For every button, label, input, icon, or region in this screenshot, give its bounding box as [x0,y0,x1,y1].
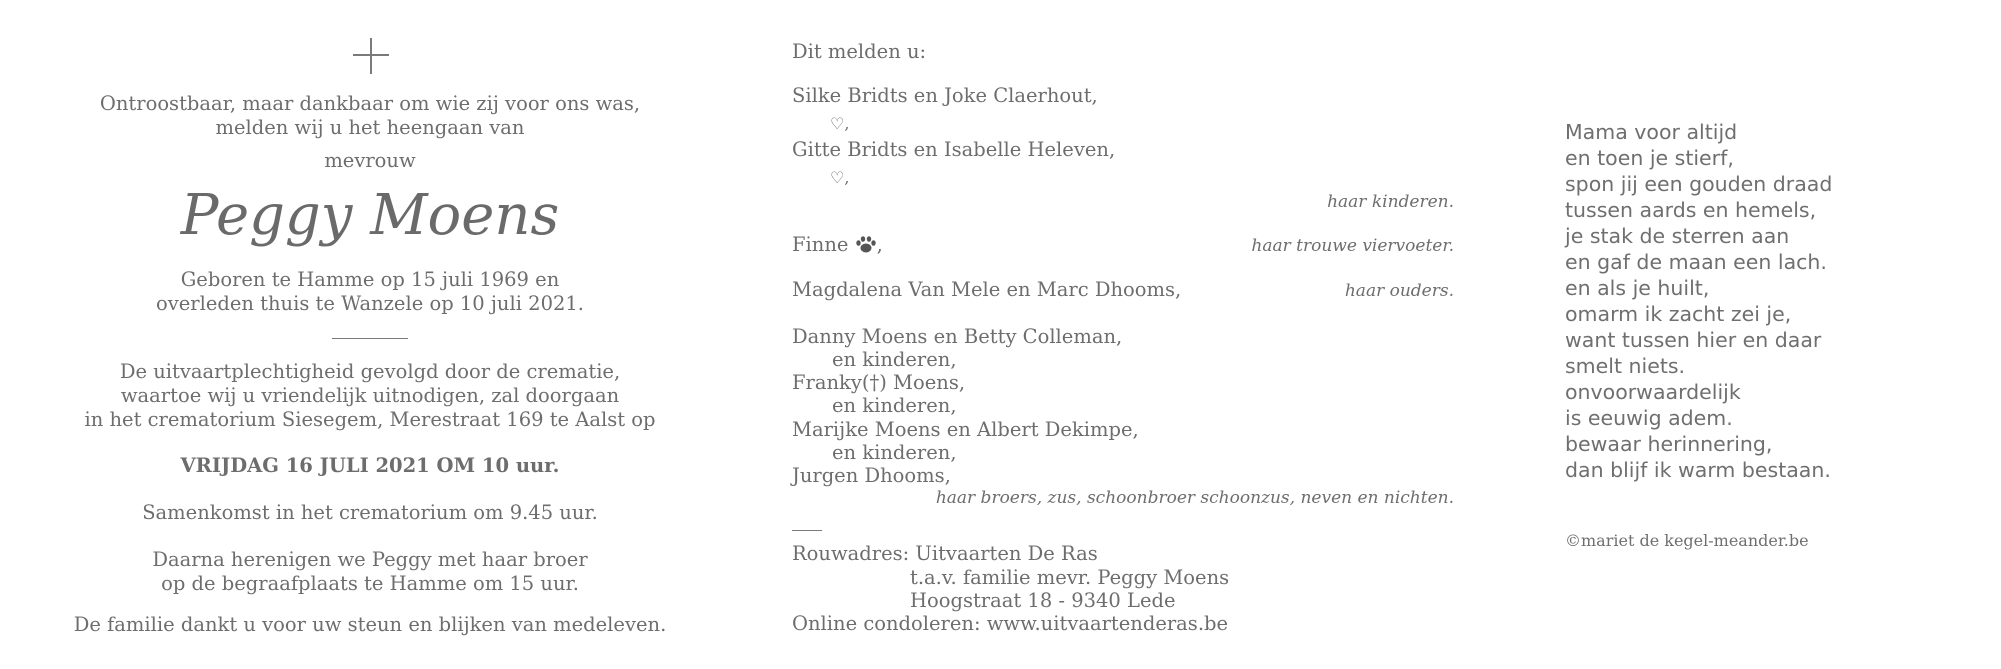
born-line: Geboren te Hamme op 15 juli 1969 en [180,268,560,291]
ceremony-text [60,360,680,432]
copyright: ©mariet de kegel-meander.be [1565,531,1809,550]
sibling-1: Danny Moens en Betty Colleman, [792,325,1123,348]
parents: Magdalena Van Mele en Marc Dhooms, [792,278,1182,301]
address-label: Rouwadres: Uitvaarten De Ras [792,542,1098,565]
sibling-3: Marijke Moens en Albert Dekimpe, [792,418,1139,441]
poem-line: smelt niets. [1565,354,1686,378]
poem-line: bewaar herinnering, [1565,432,1773,456]
address-divider [792,530,822,531]
sibling-2-kids: en kinderen, [832,394,957,417]
poem-line: want tussen hier en daar [1565,328,1822,352]
thanks-text: De familie dankt u voor uw steun en blijken van medeleven. [73,613,667,636]
children-label: haar kinderen. [1327,192,1454,212]
ceremony-line-2: waartoe wij u vriendelijk uitnodigen, zal doorgaan [120,384,620,407]
child-1: Silke Bridts en Joke Claerhout, [792,84,1098,107]
sibling-4: Jurgen Dhooms, [792,464,951,487]
deceased-name: Peggy Moens [180,183,560,248]
poem-line: en gaf de maan een lach. [1565,250,1827,274]
pet-name: Finne [792,233,849,256]
child-2: Gitte Bridts en Isabelle Heleven, [792,138,1116,161]
reunite-line-2: op de begraafplaats te Hamme om 15 uur. [161,572,579,595]
poem-line: en toen je stierf, [1565,146,1734,170]
sibling-2: Franky(†) Moens, [792,371,966,394]
poem-line: en als je huilt, [1565,276,1710,300]
title: mevrouw [324,149,416,172]
parents-label: haar ouders. [1344,281,1454,301]
poem-line: is eeuwig adem. [1565,406,1733,430]
ceremony-line-1: De uitvaartplechtigheid gevolgd door de crematie, [119,360,621,383]
poem-line: onvoorwaardelijk [1565,380,1741,404]
pet-label: haar trouwe viervoeter. [1251,236,1454,256]
paw-icon [855,235,877,253]
poem [1565,119,1832,483]
life-dates [60,268,680,316]
ceremony-date: VRIJDAG 16 JULI 2021 OM 10 uur. [180,454,560,477]
sibling-3-kids: en kinderen, [832,441,957,464]
poem-line: je stak de sterren aan [1565,224,1790,248]
poem-line: omarm ik zacht zei je, [1565,302,1792,326]
address-line-2: t.a.v. familie mevr. Peggy Moens [910,566,1230,589]
intro-text [60,92,680,140]
heading: Dit melden u: [792,40,927,63]
cross-icon [353,38,389,74]
address-line-3: Hoogstraat 18 - 9340 Lede [910,589,1176,612]
gathering-text: Samenkomst in het crematorium om 9.45 uur. [142,501,598,524]
ceremony-line-3: in het crematorium Siesegem, Merestraat 169 te Aalst op [84,408,656,431]
pet-comma: , [876,233,883,256]
divider [332,338,408,339]
sibling-1-kids: en kinderen, [832,348,957,371]
heart-1: ♡, [830,114,850,133]
reunite-text [60,548,680,596]
poem-line: spon jij een gouden draad [1565,172,1833,196]
intro-line-2: melden wij u het heengaan van [215,116,525,139]
intro-line-1: Ontroostbaar, maar dankbaar om wie zij voor ons was, [99,92,641,115]
poem-line: dan blijf ik warm bestaan. [1565,458,1831,482]
poem-line: tussen aards en hemels, [1565,198,1817,222]
poem-line: Mama voor altijd [1565,120,1738,144]
online-condolences: Online condoleren: www.uitvaartenderas.be [792,612,1229,635]
reunite-line-1: Daarna herenigen we Peggy met haar broer [152,548,588,571]
heart-2: ♡, [830,168,850,187]
siblings-label: haar broers, zus, schoonbroer schoonzus, neven en nichten. [935,488,1454,508]
died-line: overleden thuis te Wanzele op 10 juli 2021. [155,292,584,315]
